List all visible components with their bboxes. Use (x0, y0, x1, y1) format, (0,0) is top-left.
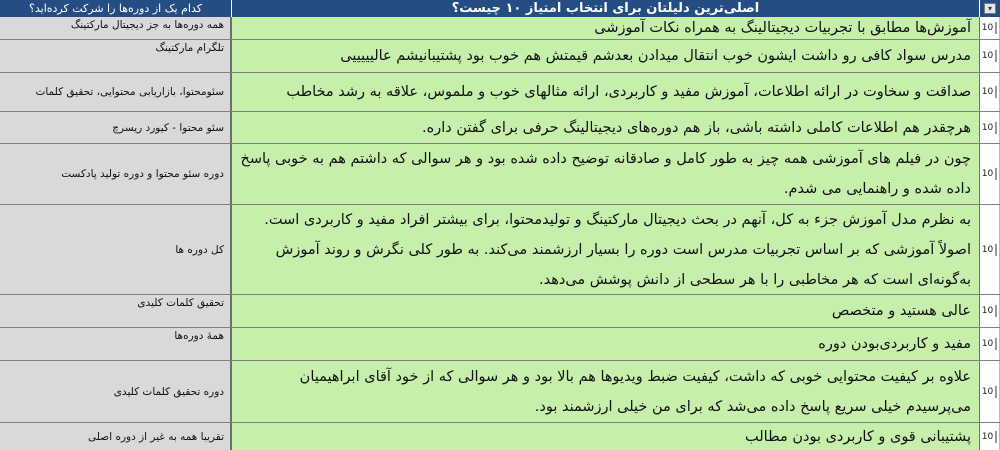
score-cell[interactable] (980, 40, 1000, 72)
table-row (0, 423, 1000, 450)
score-value: 10 (981, 87, 994, 97)
reason-text: به نظرم مدل آموزش جزء به کل، آنهم در بحث دیجیتال مارکتینگ و تولیدمحتوا، برای بیشتر افراد مفید و کاربردی است. اصولاً آموزشی که بر اساس تجربیات مدرس است دوره را بسیار ارزشمند می‌کند. به طور کلی نگرش و روند آموزش به‌گونه‌ای است که هر مخاطبی را با هر سطحی از دانش پوشش می‌دهد. (264, 211, 971, 288)
column-header-reasons[interactable]: اصلی‌ترین دلیلتان برای انتخاب امتیاز ۱۰ چیست؟ (232, 0, 980, 17)
reason-text: آموزش‌ها مطابق با تجربیات دیجیتالینگ به همراه نکات آموزشی (594, 20, 971, 36)
table-row (0, 73, 1000, 112)
course-cell[interactable]: همهٔ دوره‌ها (0, 328, 232, 360)
course-cell[interactable]: سئو محتوا - کیورد ریسرچ (0, 112, 232, 143)
course-cell[interactable]: تحقیق کلمات کلیدی (0, 295, 232, 327)
reason-text: مفید و کاربردی‌بودن دوره (818, 336, 971, 352)
course-cell[interactable]: دوره تحقیق کلمات کلیدی (0, 361, 232, 422)
reason-cell[interactable] (232, 40, 980, 72)
score-cell[interactable] (980, 73, 1000, 111)
table-row (0, 144, 1000, 205)
cell-mark (995, 22, 997, 34)
reason-cell[interactable] (232, 361, 980, 422)
cell-mark (995, 244, 997, 256)
table-row (0, 361, 1000, 423)
score-cell[interactable] (980, 17, 1000, 39)
filter-cell (980, 0, 1000, 17)
course-cell[interactable]: همه دوره‌ها به جز دیجیتال مارکتینگ (0, 17, 232, 39)
score-value: 10 (981, 23, 994, 33)
reason-cell[interactable] (232, 17, 980, 39)
score-cell[interactable] (980, 361, 1000, 422)
score-value: 10 (981, 244, 994, 255)
reason-cell[interactable] (232, 112, 980, 143)
reason-cell[interactable] (232, 423, 980, 450)
cell-mark (995, 386, 997, 398)
score-cell[interactable] (980, 295, 1000, 327)
cell-mark (995, 168, 997, 180)
reason-text: مدرس سواد کافی رو داشت ایشون خوب انتقال میدادن بعدشم قیمتش هم خوب بود پشتیبانیشم عالیییییی (340, 48, 971, 64)
table-row (0, 17, 1000, 40)
cell-mark (995, 122, 997, 134)
reason-text: هرچقدر هم اطلاعات کاملی داشته باشی، باز هم دوره‌های دیجیتالینگ حرفی برای گفتن داره. (422, 119, 971, 136)
filter-dropdown-icon[interactable]: ▾ (984, 3, 996, 14)
course-cell[interactable]: کل دوره ها (0, 205, 232, 294)
reason-cell[interactable] (232, 328, 980, 360)
cell-mark (995, 338, 997, 350)
reason-cell[interactable] (232, 295, 980, 327)
course-cell[interactable]: دوره سئو محتوا و دوره تولید پادکست (0, 144, 232, 204)
score-cell[interactable] (980, 205, 1000, 294)
course-cell[interactable]: سئومحتوا، بازاریابی محتوایی، تحقیق کلمات (0, 73, 232, 111)
score-cell[interactable] (980, 423, 1000, 450)
reason-text: چون در فیلم های آموزشی همه چیز به طور کامل و صادقانه توضیح داده شده بود و هر سوالی که داشتم هم به خوبی پاسخ داده شده و راهنمایی می شدم. (240, 151, 971, 197)
course-cell[interactable]: تقریبا همه به غیر از دوره اصلی (0, 423, 232, 450)
reason-cell[interactable] (232, 144, 980, 204)
table-row (0, 328, 1000, 361)
score-value: 10 (981, 386, 994, 397)
table-row (0, 112, 1000, 144)
cell-mark (995, 305, 997, 317)
cell-mark (995, 86, 997, 98)
reason-text: عالی هستید و متخصص (831, 303, 971, 319)
score-value: 10 (981, 339, 994, 349)
table-row (0, 295, 1000, 328)
score-cell[interactable] (980, 144, 1000, 204)
table-row (0, 205, 1000, 295)
reason-text: پشتیبانی قوی و کاربردی بودن مطالب (745, 428, 971, 445)
cell-mark (995, 50, 997, 62)
reason-text: علاوه بر کیفیت محتوایی خوبی که داشت، کیفیت ضبط ویدیوها هم بالا بود و هر سوالی که از خود آقای ابراهیمیان می‌پرسیدم خیلی سریع پاسخ داده می‌شد که برای من خیلی ارزشمند بود. (299, 368, 971, 415)
score-cell[interactable] (980, 112, 1000, 143)
reason-text: صداقت و سخاوت در ارائه اطلاعات، آموزش مفید و کاربردی، ارائه مثالهای خوب و ملموس، علاقه به رشد مخاطب (286, 84, 971, 100)
reason-cell[interactable] (232, 73, 980, 111)
cell-mark (995, 431, 997, 443)
course-cell[interactable]: تلگرام مارکتینگ (0, 40, 232, 72)
table-row (0, 40, 1000, 73)
header-row (0, 0, 1000, 17)
reason-cell[interactable] (232, 205, 980, 294)
score-value: 10 (981, 122, 994, 133)
score-value: 10 (981, 169, 994, 179)
score-value: 10 (981, 431, 994, 442)
score-cell[interactable] (980, 328, 1000, 360)
column-header-course[interactable]: کدام یک از دوره‌ها را شرکت کرده‌اید؟ (0, 0, 232, 17)
score-value: 10 (981, 306, 994, 316)
score-value: 10 (981, 51, 994, 61)
